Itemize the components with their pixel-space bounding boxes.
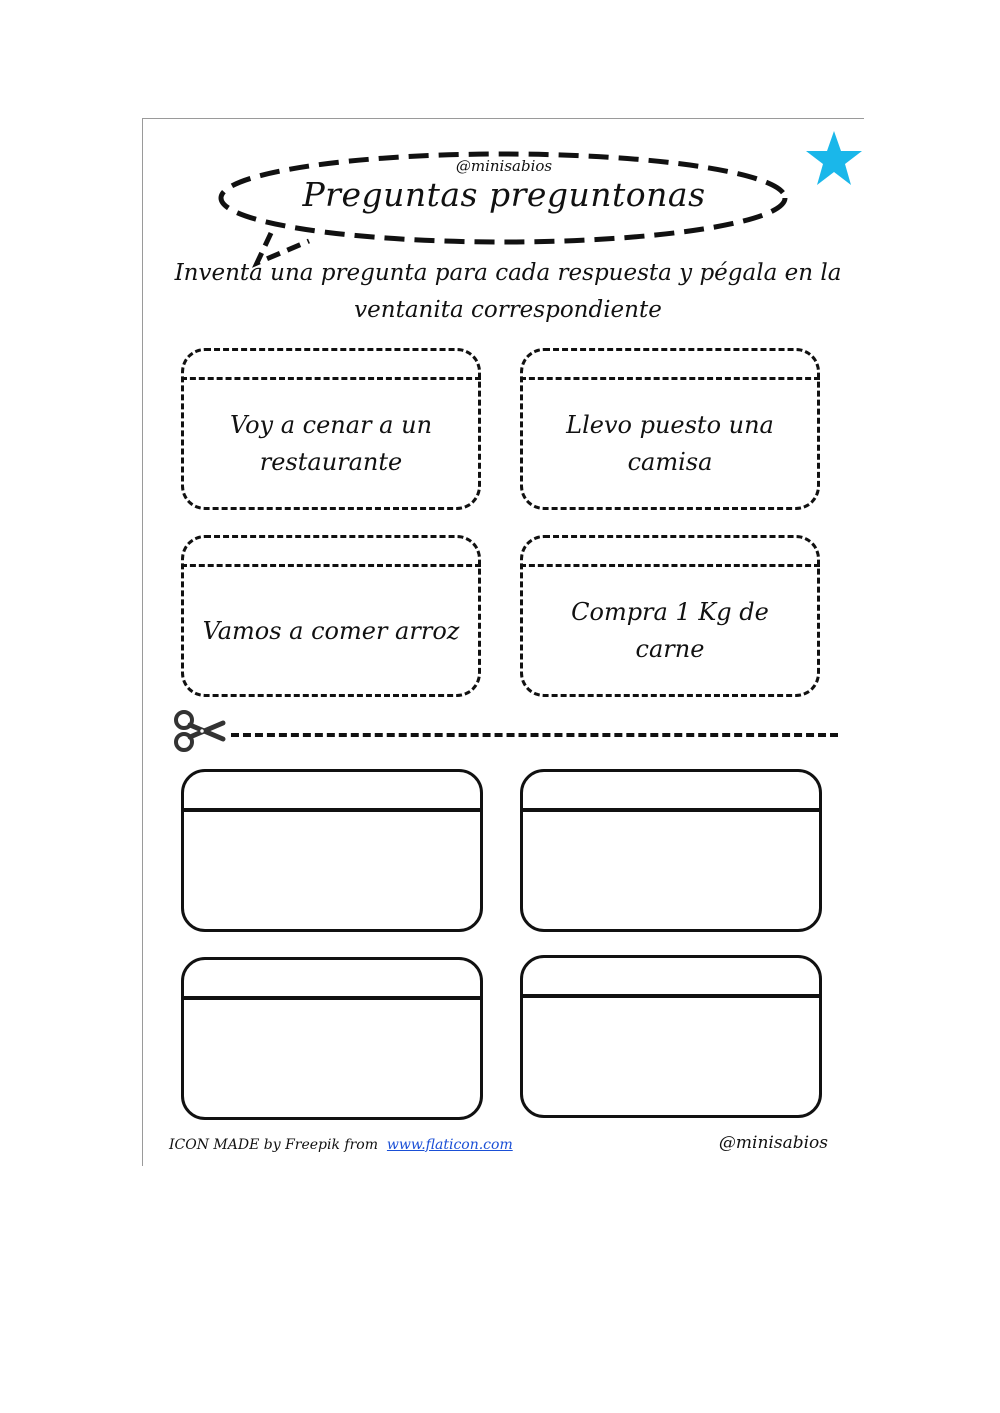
answer-card[interactable] bbox=[181, 535, 481, 697]
card-fold-line bbox=[520, 564, 820, 567]
scissors-icon bbox=[171, 709, 227, 753]
worksheet bbox=[142, 118, 864, 1166]
answer-text: Llevo puesto una camisa bbox=[566, 411, 774, 476]
card-fold-line bbox=[520, 377, 820, 380]
cut-line bbox=[231, 733, 838, 737]
answer-card[interactable] bbox=[181, 348, 481, 510]
brand-header: @minisabios bbox=[455, 157, 553, 175]
answer-card[interactable] bbox=[520, 348, 820, 510]
brand-footer: @minisabios bbox=[718, 1133, 828, 1153]
card-fold-line bbox=[181, 564, 481, 567]
answer-text: Compra 1 Kg de carne bbox=[571, 598, 769, 663]
question-window[interactable] bbox=[520, 955, 822, 1118]
question-window[interactable] bbox=[181, 957, 483, 1120]
window-fold-line bbox=[523, 808, 819, 812]
question-window[interactable] bbox=[520, 769, 822, 932]
instructions: Inventa una pregunta para cada respuesta y pégala en la ventanita correspondiente bbox=[174, 260, 842, 323]
answer-text: Voy a cenar a un restaurante bbox=[229, 411, 433, 476]
star-icon bbox=[803, 127, 865, 189]
flaticon-link[interactable]: www.flaticon.com bbox=[386, 1137, 513, 1153]
window-fold-line bbox=[184, 808, 480, 812]
icon-credit bbox=[169, 1137, 513, 1153]
credit-text: ICON MADE by Freepik from bbox=[169, 1137, 379, 1153]
question-window[interactable] bbox=[181, 769, 483, 932]
window-fold-line bbox=[184, 996, 480, 1000]
page-title: Preguntas preguntonas bbox=[302, 175, 706, 214]
answer-card[interactable] bbox=[520, 535, 820, 697]
card-fold-line bbox=[181, 377, 481, 380]
answer-text: Vamos a comer arroz bbox=[202, 616, 460, 645]
window-fold-line bbox=[523, 994, 819, 998]
